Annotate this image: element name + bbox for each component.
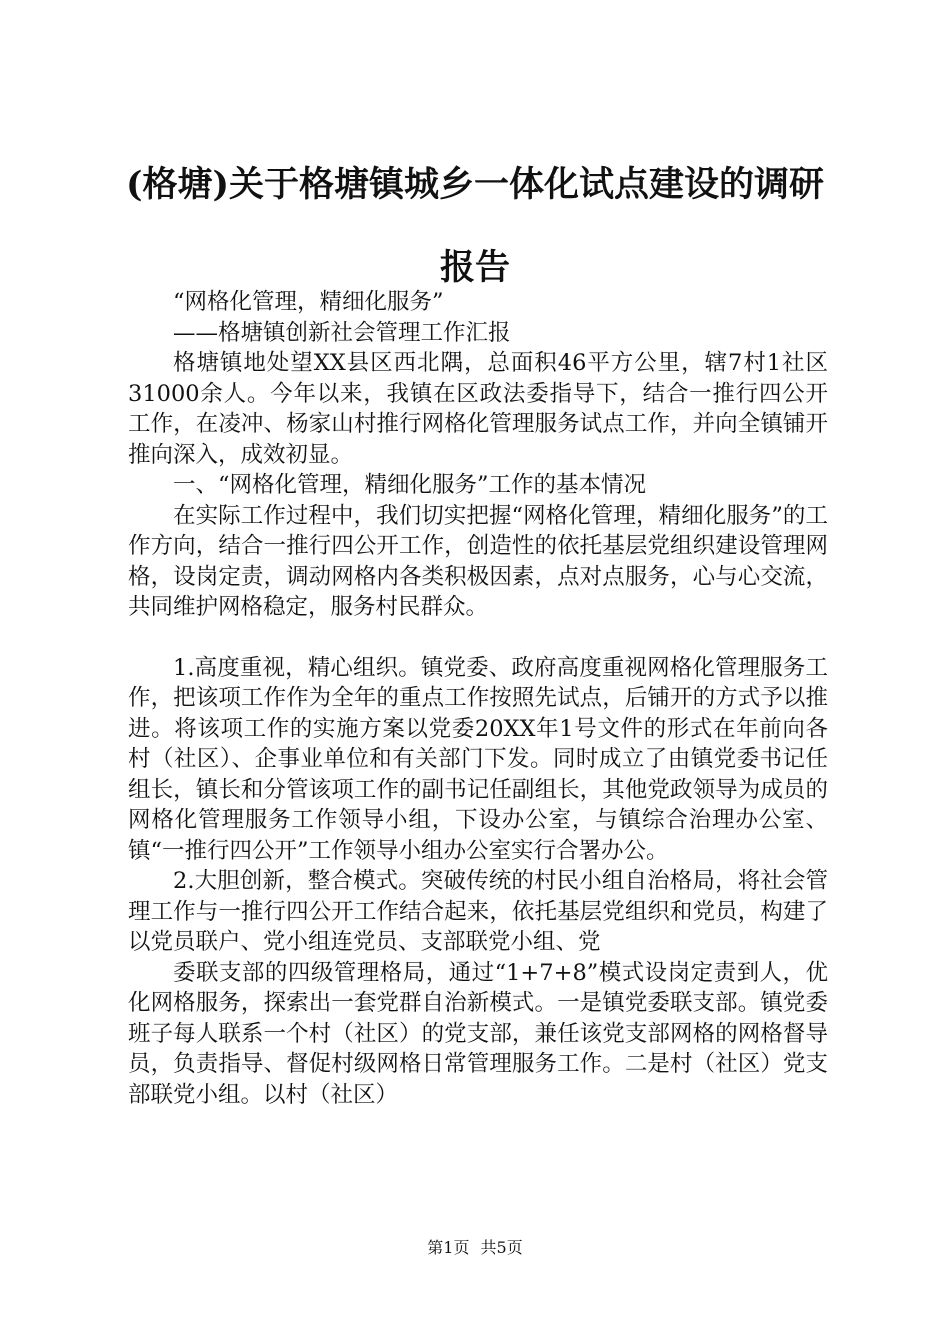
page-footer — [0, 1238, 950, 1258]
document-title-line2: 报告 — [439, 247, 510, 288]
section-heading-1: 一、“网格化管理，精细化服务”工作的基本情况 — [173, 472, 647, 498]
paragraph-point-1: 1.高度重视，精心组织。镇党委、政府高度重视网格化管理服务工作，把该项工作作为全年的重点工作按照先试点，后铺开的方式予以推进。将该项工作的实施方案以党委20XX年1号文件的形式在年前向各村（社区）、企事业单位和有关部门下发。同时成立了由镇党委书记任组长，镇长和分管该项工作的副书记任副组长，其他党政领导为成员的网格化管理服务工作领导小组，下设办公室，与镇综合治理办公室、镇“一推行四公开”工作领导小组办公室实行合署办公。 — [128, 654, 828, 864]
document-title-line1: (格塘)关于格塘镇城乡一体化试点建设的调研 — [125, 164, 825, 205]
page-total: 共5页 — [480, 1238, 523, 1257]
subtitle-report: ——格塘镇创新社会管理工作汇报 — [173, 319, 511, 346]
paragraph-continued: 委联支部的四级管理格局，通过“1+7+8”模式设岗定责到人，优化网格服务，探索出一套党群自治新模式。一是镇党委联支部。镇党委班子每人联系一个村（社区）的党支部，兼任该党支部网格的网格督导员，负责指导、督促村级网格日常管理服务工作。二是村（社区）党支部联党小组。以村（社区） — [128, 959, 828, 1108]
paragraph-overview: 在实际工作过程中，我们切实把握“网格化管理，精细化服务”的工作方向，结合一推行四公开工作，创造性的依托基层党组织建设管理网格，设岗定责，调动网格内各类积极因素，点对点服务，心与心交流，共同维护网格稳定，服务村民群众。 — [128, 502, 828, 620]
subtitle-quote: “网格化管理，精细化服务” — [173, 289, 444, 315]
paragraph-intro: 格塘镇地处望XX县区西北隅，总面积46平方公里，辖7村1社区31000余人。今年以来，我镇在区政法委指导下，结合一推行四公开工作，在凌冲、杨家山村推行网格化管理服务试点工作，并向全镇铺开推向深入，成效初显。 — [128, 350, 828, 468]
document-body — [128, 287, 828, 1110]
page-number: 第1页 — [427, 1238, 470, 1257]
paragraph-point-2: 2.大胆创新，整合模式。突破传统的村民小组自治格局，将社会管理工作与一推行四公开工作结合起来，依托基层党组织和党员，构建了以党员联户、党小组连党员、支部联党小组、党 — [128, 868, 828, 955]
